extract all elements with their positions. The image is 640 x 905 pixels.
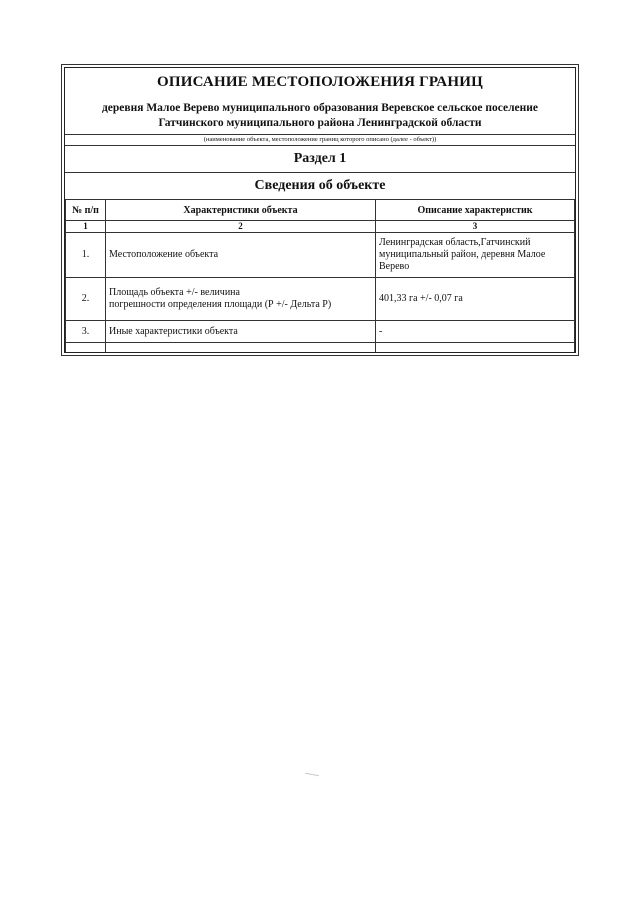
document-subtitle-line1: деревня Малое Верево муниципального образования Веревское сельское поселение <box>101 102 539 114</box>
index-cell-1: 1 <box>66 221 106 233</box>
row-description: 401,33 га +/- 0,07 га <box>376 278 575 321</box>
section-title: Сведения об объекте <box>254 178 386 193</box>
document-inner-frame <box>64 67 576 353</box>
row-number: 2. <box>66 278 106 321</box>
row-number: 1. <box>66 233 106 278</box>
trailing-cell <box>106 343 376 353</box>
header-description: Описание характеристик <box>376 200 575 221</box>
table-row <box>66 321 575 343</box>
table-trailing-row <box>66 343 575 353</box>
table-row <box>66 233 575 278</box>
section-number: Раздел 1 <box>65 146 575 173</box>
document-subtitle-line2: Гатчинского муниципального района Ленинградской области <box>158 117 482 129</box>
table-header-row <box>66 200 575 221</box>
object-name-note: (наименование объекта, местоположение границ которого описано (далее - объект)) <box>65 135 575 146</box>
table-index-row <box>66 221 575 233</box>
trailing-cell <box>66 343 106 353</box>
document-title: ОПИСАНИЕ МЕСТОПОЛОЖЕНИЯ ГРАНИЦ <box>157 74 483 90</box>
header-characteristic: Характеристики объекта <box>106 200 376 221</box>
row-characteristic: Иные характеристики объекта <box>106 321 376 343</box>
row-description: Ленинградская область,Гатчинский муниципальный район, деревня Малое Верево <box>376 233 575 278</box>
index-cell-3: 3 <box>376 221 575 233</box>
row-characteristic-line1: Площадь объекта +/- величина <box>109 287 240 298</box>
header-number: № п/п <box>66 200 106 221</box>
object-info-table <box>65 199 575 352</box>
row-characteristic-line2: погрешности определения площади (Р +/- Дельта Р) <box>109 299 332 310</box>
trailing-cell <box>376 343 575 353</box>
document-frame <box>61 64 579 356</box>
row-number: 3. <box>66 321 106 343</box>
title-block <box>65 68 575 135</box>
table-row <box>66 278 575 321</box>
row-description: - <box>376 321 575 343</box>
index-cell-2: 2 <box>106 221 376 233</box>
row-characteristic: Местоположение объекта <box>106 233 376 278</box>
row-characteristic <box>106 278 376 321</box>
scan-artifact <box>305 773 319 776</box>
